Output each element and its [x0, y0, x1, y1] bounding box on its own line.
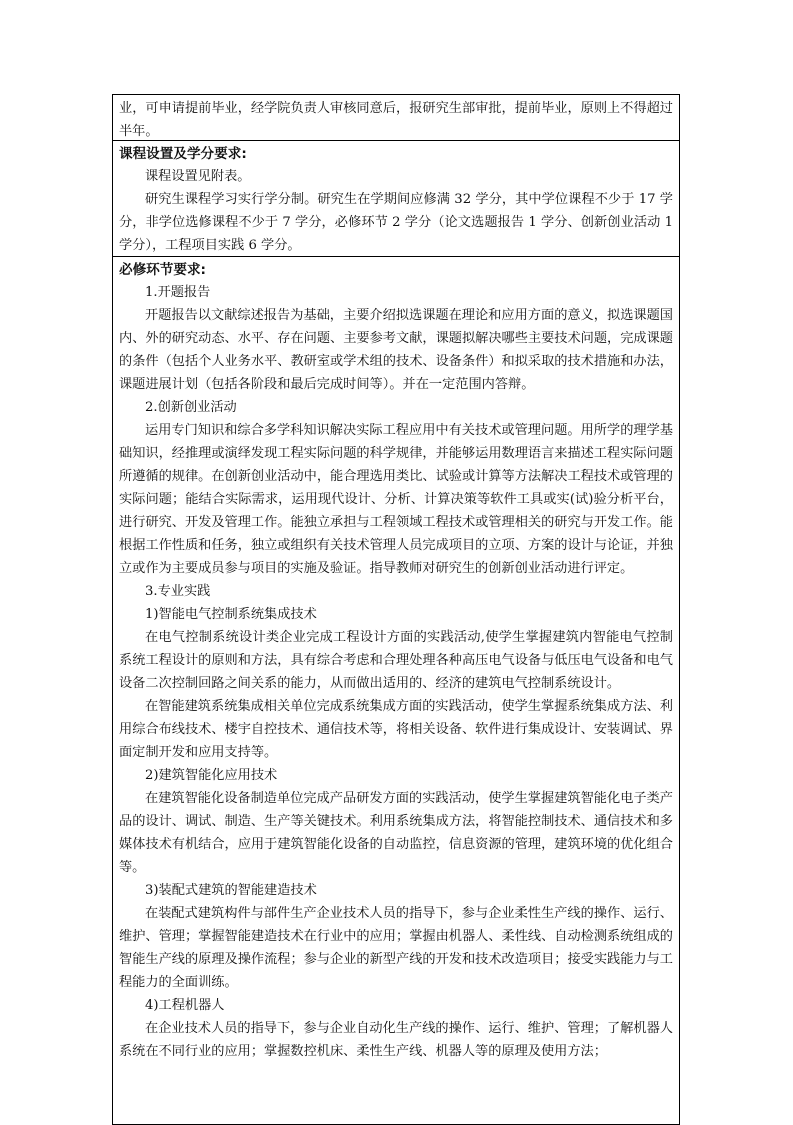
sub2-title: 2)建筑智能化应用技术	[145, 768, 278, 783]
early-graduation-text: 业，可申请提前毕业，经学院负责人审核同意后，报研究生部审批，提前毕业，原则上不得超过半年。	[119, 101, 673, 139]
sub3-text: 在装配式建筑构件与部件生产企业技术人员的指导下，参与企业柔性生产线的操作、运行、维护、管理；掌握智能建造技术在行业中的应用；掌握由机器人、柔性线、自动检测系统组成的智能生产线的原理及操作流程；参与企业的新型产线的开发和技术改造项目；接受实践能力与工程能力的全面训练。	[119, 906, 673, 990]
curriculum-cell	[113, 140, 679, 256]
sub4-title: 4)工程机器人	[145, 998, 225, 1013]
item1-text: 开题报告以文献综述报告为基础，主要介绍拟选课题在理论和应用方面的意义，拟选课题国内、外的研究动态、水平、存在问题、主要参考文献，课题拟解决哪些主要技术问题，完成课题的条件（包括个人业务水平、教研室或学术组的技术、设备条件）和拟采取的技术措施和办法，课题进展计划（包括各阶段和最后完成时间等）。并在一定范围内答辩。	[119, 308, 673, 392]
sub1-text-2: 在智能建筑系统集成相关单位完成系统集成方面的实践活动，使学生掌握系统集成方法、利用综合布线技术、楼宇自控技术、通信技术等，将相关设备、软件进行集成设计、安装调试、界面定制开发和应用支持等。	[119, 699, 673, 760]
sub2-text: 在建筑智能化设备制造单位完成产品研发方面的实践活动，使学生掌握建筑智能化电子类产品的设计、调试、制造、生产等关键技术。利用系统集成方法，将智能控制技术、通信技术和多媒体技术有机结合，应用于建筑智能化设备的自动监控，信息资源的管理，建筑环境的优化组合等。	[119, 791, 673, 875]
graduation-cell	[113, 95, 679, 140]
curriculum-paragraph-2: 研究生课程学习实行学分制。研究生在学期间应修满 32 学分，其中学位课程不少于 17 学分，非学位选修课程不少于 7 学分，必修环节 2 学分（论文选题报告 1 学分、创新创业活动 1 学分），工程项目实践 6 学分。	[119, 192, 673, 253]
item3-title: 3.专业实践	[145, 584, 211, 599]
item2-title: 2.创新创业活动	[145, 400, 237, 415]
sub1-text-1: 在电气控制系统设计类企业完成工程设计方面的实践活动,使学生掌握建筑内智能电气控制系统工程设计的原则和方法，具有综合考虑和合理处理各种高压电气设备与低压电气设备和电气设备二次控制回路之间关系的能力，从而做出适用的、经济的建筑电气控制系统设计。	[119, 630, 673, 691]
required-heading: 必修环节要求:	[119, 262, 206, 278]
required-cell	[113, 256, 679, 1124]
curriculum-heading: 课程设置及学分要求:	[119, 146, 247, 162]
sub4-text: 在企业技术人员的指导下，参与企业自动化生产线的操作、运行、维护、管理；了解机器人系统在不同行业的应用；掌握数控机床、柔性生产线、机器人等的原理及使用方法；	[119, 1021, 673, 1059]
sub1-title: 1)智能电气控制系统集成技术	[145, 607, 317, 622]
curriculum-paragraph-1: 课程设置见附表。	[145, 169, 251, 184]
requirements-table	[112, 94, 680, 1125]
item1-title: 1.开题报告	[145, 285, 211, 300]
sub3-title: 3)装配式建筑的智能建造技术	[145, 883, 317, 898]
item2-text: 运用专门知识和综合多学科知识解决实际工程应用中有关技术或管理问题。用所学的理学基础知识，经推理或演绎发现工程实际问题的科学规律，并能够运用数理语言来描述工程实际问题所遵循的规律。在创新创业活动中，能合理选用类比、试验或计算等方法解决工程技术或管理的实际问题；能结合实际需求，运用现代设计、分析、计算决策等软件工具或实(试)验分析平台，进行研究、开发及管理工作。能独立承担与工程领域工程技术或管理相关的研究与开发工作。能根据工作性质和任务，独立或组织有关技术管理人员完成项目的立项、方案的设计与论证，并独立或作为主要成员参与项目的实施及验证。指导教师对研究生的创新创业活动进行评定。	[119, 423, 673, 576]
